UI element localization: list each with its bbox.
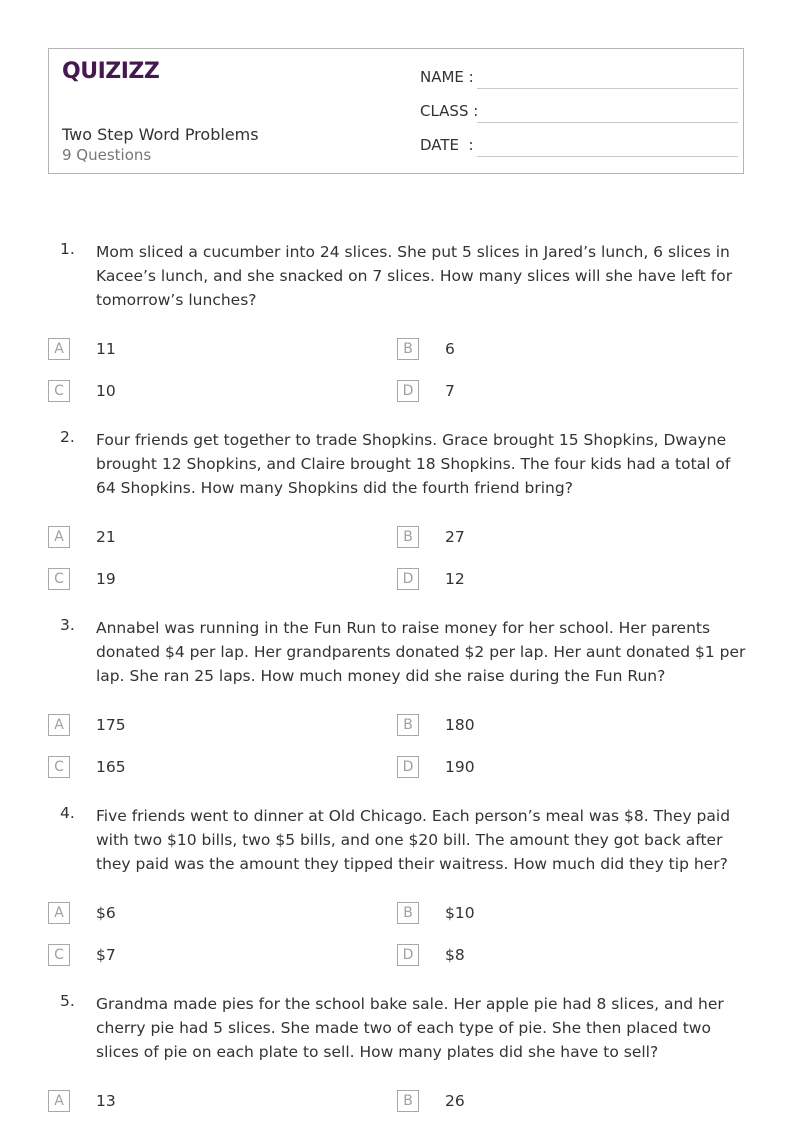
class-field[interactable] <box>420 102 738 124</box>
class-label: CLASS : <box>420 102 479 120</box>
option-text: 19 <box>96 570 116 588</box>
option-text: $10 <box>445 904 475 922</box>
option-letter-box[interactable]: D <box>397 756 419 778</box>
option-text: 190 <box>445 758 475 776</box>
question-number: 2. <box>60 428 75 446</box>
option-letter-box[interactable]: D <box>397 380 419 402</box>
option-letter-box[interactable]: A <box>48 1090 70 1112</box>
question-number: 1. <box>60 240 75 258</box>
question-text: Mom sliced a cucumber into 24 slices. She put 5 slices in Jared’s lunch, 6 slices in Kacee’s lunch, and she snacked on 7 slices. How many slices will she have left for tomorrow’s lunches? <box>96 243 733 309</box>
option-text: 6 <box>445 340 455 358</box>
option-letter-box[interactable]: A <box>48 714 70 736</box>
question-number: 3. <box>60 616 75 634</box>
option-text: $8 <box>445 946 465 964</box>
option-letter-box[interactable]: A <box>48 902 70 924</box>
name-field[interactable] <box>420 68 738 90</box>
option-letter-box[interactable]: B <box>397 338 419 360</box>
question-number: 5. <box>60 992 75 1010</box>
option-text: 26 <box>445 1092 465 1110</box>
option-letter-box[interactable]: C <box>48 568 70 590</box>
name-line[interactable] <box>477 88 738 89</box>
question-text: Grandma made pies for the school bake sale. Her apple pie had 8 slices, and her cherry pie had 5 slices. She made two of each type of pie. She then placed two slices of pie on each plate to sell. How many plates did she have to sell? <box>96 995 724 1061</box>
option-letter-box[interactable]: B <box>397 714 419 736</box>
option-letter-box[interactable]: A <box>48 338 70 360</box>
option-letter-box[interactable]: B <box>397 902 419 924</box>
option-text: 27 <box>445 528 465 546</box>
date-field[interactable] <box>420 136 738 158</box>
worksheet-title: Two Step Word Problems <box>62 125 259 144</box>
quizizz-logo: QUIZIZZ <box>62 59 160 84</box>
option-text: 165 <box>96 758 126 776</box>
name-label: NAME : <box>420 68 474 86</box>
option-text: 21 <box>96 528 116 546</box>
option-letter-box[interactable]: B <box>397 1090 419 1112</box>
option-text: 12 <box>445 570 465 588</box>
option-letter-box[interactable]: D <box>397 944 419 966</box>
option-letter-box[interactable]: C <box>48 380 70 402</box>
option-text: 11 <box>96 340 116 358</box>
option-letter-box[interactable]: D <box>397 568 419 590</box>
option-text: 13 <box>96 1092 116 1110</box>
question-count: 9 Questions <box>62 146 152 164</box>
question-number: 4. <box>60 804 75 822</box>
option-text: 7 <box>445 382 455 400</box>
option-text: 175 <box>96 716 126 734</box>
worksheet-header <box>48 48 744 174</box>
question-text: Annabel was running in the Fun Run to raise money for her school. Her parents donated $4 per lap. Her grandparents donated $2 per lap. Her aunt donated $1 per lap. She ran 25 laps. How much money did she raise during the Fun Run? <box>96 619 746 685</box>
option-text: 10 <box>96 382 116 400</box>
option-text: 180 <box>445 716 475 734</box>
question-text: Four friends get together to trade Shopkins. Grace brought 15 Shopkins, Dwayne brought 12 Shopkins, and Claire brought 18 Shopkins. The four kids had a total of 64 Shopkins. How many Shopkins did the fourth friend bring? <box>96 431 731 497</box>
question-text: Five friends went to dinner at Old Chicago. Each person’s meal was $8. They paid with two $10 bills, two $5 bills, and one $20 bill. The amount they got back after they paid was the amount they tipped their waitress. How much did they tip her? <box>96 807 731 873</box>
class-line[interactable] <box>477 122 738 123</box>
option-letter-box[interactable]: C <box>48 944 70 966</box>
option-letter-box[interactable]: A <box>48 526 70 548</box>
option-letter-box[interactable]: C <box>48 756 70 778</box>
option-text: $7 <box>96 946 116 964</box>
date-label: DATE : <box>420 136 474 154</box>
date-line[interactable] <box>477 156 738 157</box>
option-letter-box[interactable]: B <box>397 526 419 548</box>
option-text: $6 <box>96 904 116 922</box>
